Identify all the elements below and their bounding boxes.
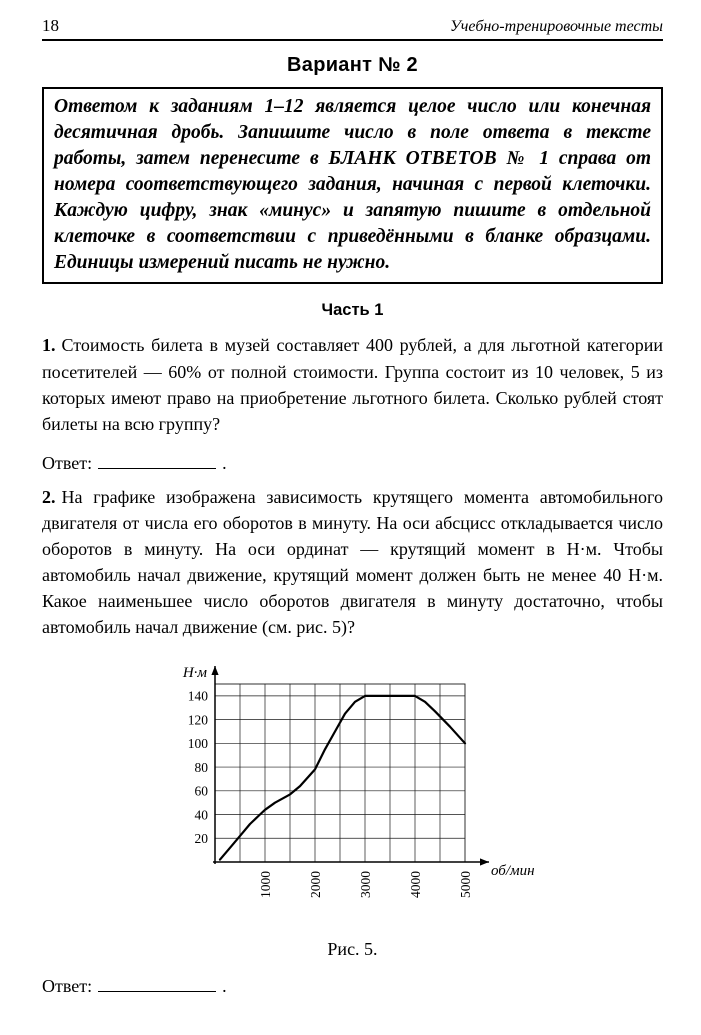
page-number: 18 — [42, 16, 59, 35]
problem-1-text — [42, 332, 663, 436]
problem-2-answer-blank — [98, 977, 216, 992]
problem-2-body: На графике изображена зависимость крутящего момента автомобильного двигателя от числа его оборотов в минуту. На оси абсцисс откладывается число оборотов в минуту. На оси ординат — крутящий момент в Н·м. Чтобы автомобиль начал движение, крутящий момент должен быть не менее 40 Н·м. Какое наименьшее число оборотов двигателя в минуту достаточно, чтобы автомобиль начал движение (см. рис. 5)? — [42, 486, 663, 638]
instructions-box — [42, 87, 663, 284]
svg-text:120: 120 — [187, 712, 208, 728]
svg-text:об/мин: об/мин — [490, 863, 535, 880]
svg-text:60: 60 — [194, 783, 208, 799]
figure-5 — [42, 654, 663, 960]
problem-1-number: 1. — [42, 335, 56, 356]
problem-1-answer-period: . — [222, 452, 227, 473]
svg-text:3000: 3000 — [357, 871, 373, 899]
svg-text:20: 20 — [194, 831, 208, 847]
running-title: Учебно-тренировочные тесты — [450, 18, 663, 35]
part-title: Часть 1 — [321, 301, 384, 320]
svg-text:4000: 4000 — [407, 871, 423, 899]
problem-1-answer-blank — [98, 454, 216, 469]
figure-caption: Рис. 5. — [327, 939, 378, 960]
svg-text:40: 40 — [194, 807, 208, 823]
torque-chart — [157, 654, 549, 932]
svg-text:80: 80 — [194, 760, 208, 776]
problem-2-answer-line — [42, 976, 663, 997]
problem-2-text — [42, 484, 663, 641]
problem-1 — [42, 332, 663, 473]
svg-text:100: 100 — [187, 736, 208, 752]
instructions-text: Ответом к заданиям 1–12 является целое число или конечная десятичная дробь. Запишите число в поле ответа в тексте работы, затем перенесите в БЛАНК ОТВЕТОВ № 1 справа от номера соответствующего задания, начиная с первой клеточки. Каждую цифру, знак «минус» и запятую пишите в отдельной клеточке в соответствии с приведёнными в бланке образцами. Единицы измерений писать не нужно. — [54, 96, 651, 273]
svg-text:Н·м: Н·м — [182, 665, 207, 682]
problem-2-answer-period: . — [222, 976, 227, 997]
problem-2 — [42, 484, 663, 998]
problem-2-answer-label: Ответ: — [42, 976, 93, 997]
problem-1-answer-line — [42, 453, 663, 474]
variant-title: Вариант № 2 — [287, 54, 418, 76]
svg-text:1000: 1000 — [257, 871, 273, 899]
problem-1-body: Стоимость билета в музей составляет 400 рублей, а для льготной категории посетителей — 60% от полной стоимости. Группа состоит из 10 человек, 5 из которых имеют право на приобретение льготного билета. Сколько рублей стоят билеты на всю группу? — [42, 335, 663, 434]
problem-1-answer-label: Ответ: — [42, 452, 93, 473]
svg-text:2000: 2000 — [307, 871, 323, 899]
svg-text:5000: 5000 — [457, 871, 473, 899]
svg-text:140: 140 — [187, 689, 208, 705]
problem-2-number: 2. — [42, 486, 56, 507]
page-header — [42, 16, 663, 41]
